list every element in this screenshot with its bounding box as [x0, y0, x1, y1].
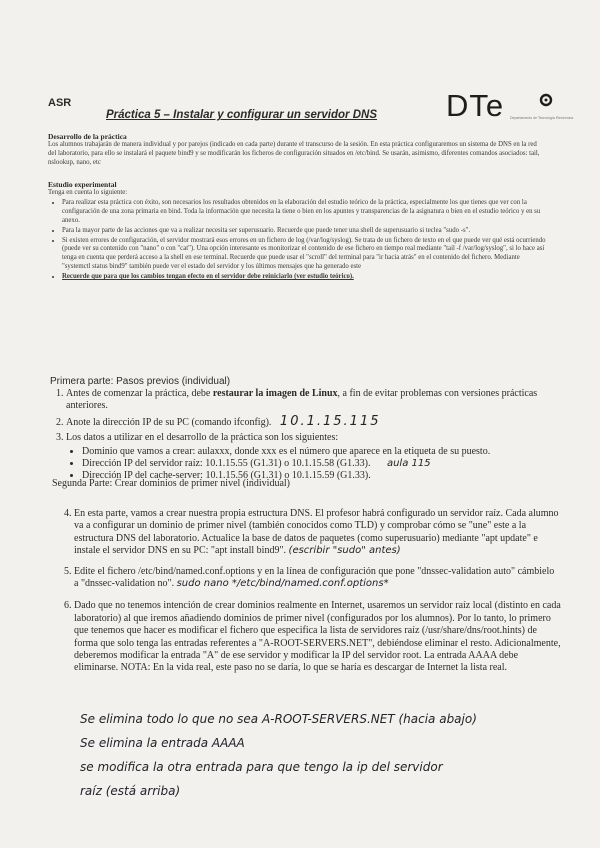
list-item: • Dirección IP del cache-server: 10.1.15.56 (G1.31) o 10.1.15.59 (G1.33). — [82, 470, 558, 482]
step-5: 5. Edite el fichero /etc/bind/named.conf.options y en la línea de configuración que pone "dnssec-validation auto" cámbielo a "dnssec-validation no". sudo nano */etc/bind/named.conf.options* — [74, 566, 561, 591]
dte-logo — [446, 88, 586, 126]
list-item: • Para realizar esta práctica con éxito, son necesarios los resultados obtenidos en la elaboración del estudio teórico de la práctica, especialmente los que tienes que ver con la configuración de una zona primaria en bind. Toda la información que necesita la tiene o bien en los apuntes y transparencias de la asignatura o bien en el estudio teórico y en su anexo. — [62, 199, 546, 226]
step-1: 1. Antes de comenzar la práctica, debe restaurar la imagen de Linux, a fin de evitar problemas con versiones prácticas anteriores. — [66, 388, 558, 413]
development-text: Los alumnos trabajarán de manera individual y por parejos (indicado en cada parte) durante el transcurso de la sesión. En esta práctica configuraremos un sistema de DNS en la red del laboratorio, para ello se instalará el paquete bind9 y se modificarán los ficheros de configuración situados en /etc/bind. Se usarán, asimismo, diferentes comandos asociados: tail, nslookup, nano, etc — [48, 141, 540, 166]
part1-heading: Primera parte: Pasos previos (individual) — [50, 376, 231, 387]
logo-circle-icon — [539, 93, 553, 107]
list-item: • Si existen errores de configuración, el servidor mostrará esos errores en un fichero de log (/var/log/syslog). Se trata de un fichero de texto en el que puede ver qué está ocurriendo (puede ver su contenido con "nano" o con "cat"). Una opción interesante es monitorizar el contenido de ese fichero en tiempo real mediante "tail -f /var/log/syslog", si lo hace así tenga en cuenta que perderá acceso a la shell en ese terminal. Recuerde que puede usar el "scroll" del terminal para "ir hacia atrás" en el contenido del fichero. Mediante "systemctl status bind9" también puede ver el estado del servidor y los últimos mensajes que ha generado este — [62, 237, 546, 273]
part1-steps — [48, 388, 558, 485]
development-heading: Desarrollo de la práctica — [48, 132, 127, 141]
list-item: • Recuerde que para que los cambios tengan efecto en el servidor debe reiniciarlo (ver estudio teórico). — [62, 273, 546, 282]
handwritten-nano-command: sudo nano */etc/bind/named.conf.options* — [176, 578, 389, 590]
handwritten-line: se modifica la otra entrada para que tengo la ip del servidor — [80, 760, 443, 774]
study-bullets — [48, 199, 546, 282]
handwritten-sudo-note: (escribir "sudo" antes) — [288, 545, 401, 557]
course-code: ASR — [48, 97, 72, 109]
handwritten-line: raíz (está arriba) — [80, 784, 181, 798]
step-3: 3. Los datos a utilizar en el desarrollo de la práctica son los siguientes: • Dominio que vamos a crear: aulaxxx, donde xxx es el número que aparece en la etiqueta de su puesto. • Dirección IP del servidor raíz: 10.1.15.55 (G1.31) o 10.1.15.58 (G1.33). aula 115 • Dirección IP del cache-server: 10.1.15.56 (G1.31) o 10.1.15.59 (G1.33). — [66, 432, 558, 481]
step-6: 6. Dado que no tenemos intención de crear dominios realmente en Internet, usaremos un servidor raíz local (distinto en cada laboratorio) al que iremos añadiendo dominios de primer nivel (configurados por los alumnos). Por lo tanto, lo primero que tenemos que hacer es modificar el fichero que especifica la lista de servidores raíz (/usr/share/dns/root.hints) de forma que solo tenga las entradas referentes a "A-ROOT-SERVERS.NET", debiéndose eliminar el resto. Adicionalmente, deberemos modificar la entrada "A" de ese servidor y modificar la IP del servidor root. La entrada AAAA debe eliminarse. NOTA: En la vida real, este paso no se daría, lo que se haría es descargar de Internet la lista real. — [74, 600, 561, 674]
study-intro: Tenga en cuenta lo siguiente: — [48, 189, 128, 196]
study-section — [48, 180, 546, 283]
handwritten-ip: 10.1.15.115 — [279, 413, 381, 429]
handwritten-answer — [80, 707, 580, 803]
logo-subtitle: Departamento de Tecnología Electrónica — [510, 116, 574, 120]
study-heading: Estudio experimental — [48, 180, 117, 189]
step-4: 4. En esta parte, vamos a crear nuestra propia estructura DNS. El profesor habrá configurado un servidor raíz. Cada alumno va a configurar un dominio de primer nivel (también conocidos como TLD) y comprobar cómo se "une" este a la estructura DNS del laboratorio. Actualice la base de datos de paquetes (como superusuario) mediante "apt update" e instale el servidor DNS en su PC: "apt install bind9". (escribir "sudo" antes) — [74, 508, 561, 558]
list-item: • Dirección IP del servidor raíz: 10.1.15.55 (G1.31) o 10.1.15.58 (G1.33). aula 115 — [82, 458, 558, 470]
restore-image-text: restaurar la imagen de Linux — [212, 388, 338, 399]
list-item: • Para la mayor parte de las acciones que va a realizar necesita ser superusuario. Recuerde que puede tener una shell de superusuario si teclea "sudo -s". — [62, 227, 546, 236]
part2-steps — [56, 508, 561, 678]
logo-mark: DTe — [446, 88, 505, 123]
handwritten-line: Se elimina todo lo que no sea A-ROOT-SERVERS.NET (hacia abajo) — [80, 712, 477, 726]
handwritten-aula: aula 115 — [386, 457, 431, 469]
development-section — [48, 132, 546, 168]
step-2: 2. Anote la dirección IP de su PC (comando ifconfig). 10.1.15.115 — [66, 416, 558, 429]
handwritten-line: Se elimina la entrada AAAA — [80, 736, 245, 750]
practice-title: Práctica 5 – Instalar y configurar un servidor DNS — [106, 109, 377, 121]
list-item: • Dominio que vamos a crear: aulaxxx, donde xxx es el número que aparece en la etiqueta de su puesto. — [82, 446, 558, 458]
part2-heading: Segunda Parte: Crear dominios de primer nivel (individual) — [52, 478, 290, 489]
